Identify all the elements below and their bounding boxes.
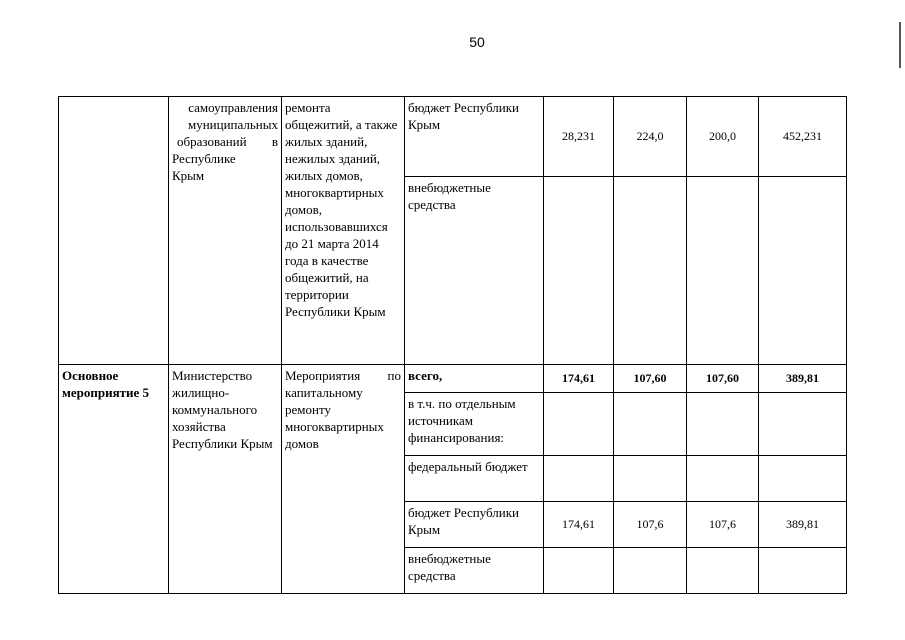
name-cell-empty [59, 97, 169, 365]
executor-cell [169, 97, 282, 365]
value-cell: 174,61 [544, 502, 614, 548]
executor-line: муниципальных [187, 117, 278, 132]
executor-line: самоуправления [188, 100, 278, 115]
value-cell: 107,60 [614, 365, 687, 393]
executor-line: образований в [177, 134, 278, 149]
source-cell: федеральный бюджет [405, 456, 544, 502]
total-cell: 389,81 [759, 365, 847, 393]
source-cell: бюджет Республики Крым [405, 97, 544, 177]
source-cell: внебюджетные средства [405, 548, 544, 594]
value-cell [687, 177, 759, 365]
executor-cell: Министерство жилищно-коммунального хозяйства Республики Крым [169, 365, 282, 594]
table-row [59, 365, 847, 393]
event-name-cell: Основное мероприятие 5 [59, 365, 169, 594]
activity-cell: ремонта общежитий, а также жилых зданий, нежилых зданий, жилых домов, многоквартирных домов, использовавшихся до 21 марта 2014 года в качестве общежитий, на территории Республики Крым [282, 97, 405, 365]
value-cell [544, 548, 614, 594]
value-cell: 107,6 [614, 502, 687, 548]
source-cell: бюджет Республики Крым [405, 502, 544, 548]
source-cell: в т.ч. по отдельным источникам финансирования: [405, 393, 544, 456]
value-cell [544, 456, 614, 502]
value-cell [544, 393, 614, 456]
activity-cell: Мероприятия по капитальному ремонту многоквартирных домов [282, 365, 405, 594]
total-cell [759, 177, 847, 365]
source-cell: всего, [405, 365, 544, 393]
value-cell [544, 177, 614, 365]
page-number: 50 [469, 34, 485, 50]
value-cell [687, 548, 759, 594]
executor-line: Крым [172, 168, 205, 183]
financing-table [58, 96, 847, 594]
total-cell: 452,231 [759, 97, 847, 177]
value-cell: 224,0 [614, 97, 687, 177]
value-cell [614, 548, 687, 594]
value-cell: 107,60 [687, 365, 759, 393]
value-cell [687, 456, 759, 502]
total-cell [759, 393, 847, 456]
scan-edge-mark [899, 22, 901, 68]
source-cell: внебюджетные средства [405, 177, 544, 365]
value-cell: 28,231 [544, 97, 614, 177]
executor-line: Республике [172, 151, 236, 166]
total-cell [759, 548, 847, 594]
value-cell: 107,6 [687, 502, 759, 548]
total-cell: 389,81 [759, 502, 847, 548]
value-cell [614, 393, 687, 456]
table-row [59, 97, 847, 177]
value-cell [687, 393, 759, 456]
value-cell [614, 177, 687, 365]
value-cell: 174,61 [544, 365, 614, 393]
value-cell: 200,0 [687, 97, 759, 177]
total-cell [759, 456, 847, 502]
value-cell [614, 456, 687, 502]
